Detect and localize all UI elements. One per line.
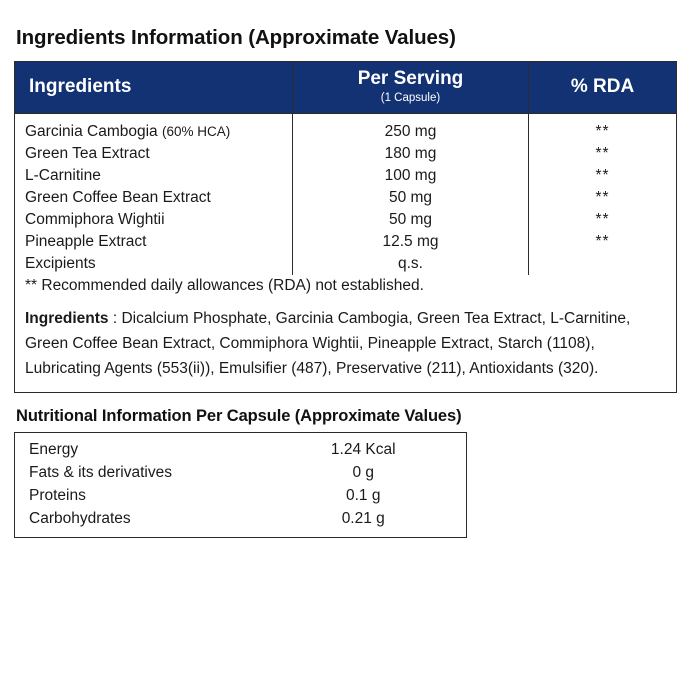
ingredient-name bbox=[15, 187, 293, 209]
nutrient-name: Carbohydrates bbox=[29, 510, 131, 528]
ingredient-amount: 12.5 mg bbox=[293, 231, 529, 253]
full-ingredients-text bbox=[15, 297, 677, 393]
column-header-rda: % RDA bbox=[529, 62, 677, 114]
ingredient-amount: 250 mg bbox=[293, 114, 529, 144]
ingredient-rda: ** bbox=[529, 165, 677, 187]
ingredient-name-note: (60% HCA) bbox=[162, 124, 231, 139]
ingredient-amount: 50 mg bbox=[293, 187, 529, 209]
table-row bbox=[15, 114, 677, 144]
ingredient-name-text: Green Coffee Bean Extract bbox=[25, 189, 211, 206]
ingredient-amount: q.s. bbox=[293, 253, 529, 275]
nutrient-name: Fats & its derivatives bbox=[29, 464, 172, 482]
ingredient-name-text: L-Carnitine bbox=[25, 167, 101, 184]
ingredient-name bbox=[15, 114, 293, 144]
nutrition-table-body bbox=[15, 433, 467, 538]
ingredient-name-text: Excipients bbox=[25, 255, 96, 272]
ingredients-table-body bbox=[15, 114, 677, 393]
rda-footnote: ** Recommended daily allowances (RDA) not established. bbox=[15, 275, 677, 297]
column-header-ingredients: Ingredients bbox=[15, 62, 293, 114]
table-row bbox=[15, 187, 677, 209]
ingredient-rda: ** bbox=[529, 209, 677, 231]
table-row bbox=[15, 433, 467, 462]
table-row bbox=[15, 143, 677, 165]
ingredient-rda: ** bbox=[529, 143, 677, 165]
nutrient-value: 0.1 g bbox=[346, 487, 381, 505]
nutrient-value: 0.21 g bbox=[341, 510, 385, 528]
table-row bbox=[15, 231, 677, 253]
ingredient-rda: ** bbox=[529, 231, 677, 253]
ingredient-name bbox=[15, 231, 293, 253]
ingredient-rda bbox=[529, 253, 677, 275]
ingredients-table-header bbox=[15, 62, 677, 114]
table-row bbox=[15, 165, 677, 187]
ingredient-rda: ** bbox=[529, 187, 677, 209]
table-row bbox=[15, 462, 467, 485]
nutrient-name: Proteins bbox=[29, 487, 86, 505]
column-header-per-serving-sublabel: (1 Capsule) bbox=[380, 91, 441, 104]
nutrient-value: 0 g bbox=[352, 464, 375, 482]
full-ingredients-label: Ingredients bbox=[25, 310, 109, 327]
table-row bbox=[15, 485, 467, 508]
table-row bbox=[15, 253, 677, 275]
ingredient-rda: ** bbox=[529, 114, 677, 144]
nutrient-value: 1.24 Kcal bbox=[330, 441, 396, 459]
ingredient-name-text: Garcinia Cambogia bbox=[25, 123, 158, 140]
full-ingredients-body: : Dicalcium Phosphate, Garcinia Cambogia, Green Tea Extract, L-Carnitine, Green Coffee Bean Extract, Commiphora Wightii, Pineapple Extract, Starch (1108), Lubricating Agents (553(ii)), Emulsifier (487), Preservative (211), Antioxidants (320). bbox=[25, 310, 631, 378]
ingredient-name bbox=[15, 209, 293, 231]
rda-footnote-row bbox=[15, 275, 677, 297]
column-header-per-serving bbox=[293, 62, 529, 114]
ingredients-table bbox=[14, 61, 677, 393]
table-row bbox=[15, 508, 467, 538]
table-header-row bbox=[15, 62, 677, 114]
column-header-per-serving-label: Per Serving bbox=[357, 68, 464, 89]
ingredient-amount: 100 mg bbox=[293, 165, 529, 187]
ingredient-name-text: Pineapple Extract bbox=[25, 233, 147, 250]
ingredient-name bbox=[15, 253, 293, 275]
full-ingredients-row bbox=[15, 297, 677, 393]
nutrient-name: Energy bbox=[29, 441, 79, 459]
ingredients-section-title: Ingredients Information (Approximate Values) bbox=[16, 26, 456, 49]
table-row bbox=[15, 209, 677, 231]
nutrition-section-title: Nutritional Information Per Capsule (Approximate Values) bbox=[16, 407, 462, 426]
ingredient-amount: 180 mg bbox=[293, 143, 529, 165]
ingredient-name bbox=[15, 143, 293, 165]
ingredient-amount: 50 mg bbox=[293, 209, 529, 231]
ingredient-name-text: Green Tea Extract bbox=[25, 145, 150, 162]
ingredient-name-text: Commiphora Wightii bbox=[25, 211, 165, 228]
ingredient-name bbox=[15, 165, 293, 187]
nutrition-table bbox=[14, 432, 467, 538]
